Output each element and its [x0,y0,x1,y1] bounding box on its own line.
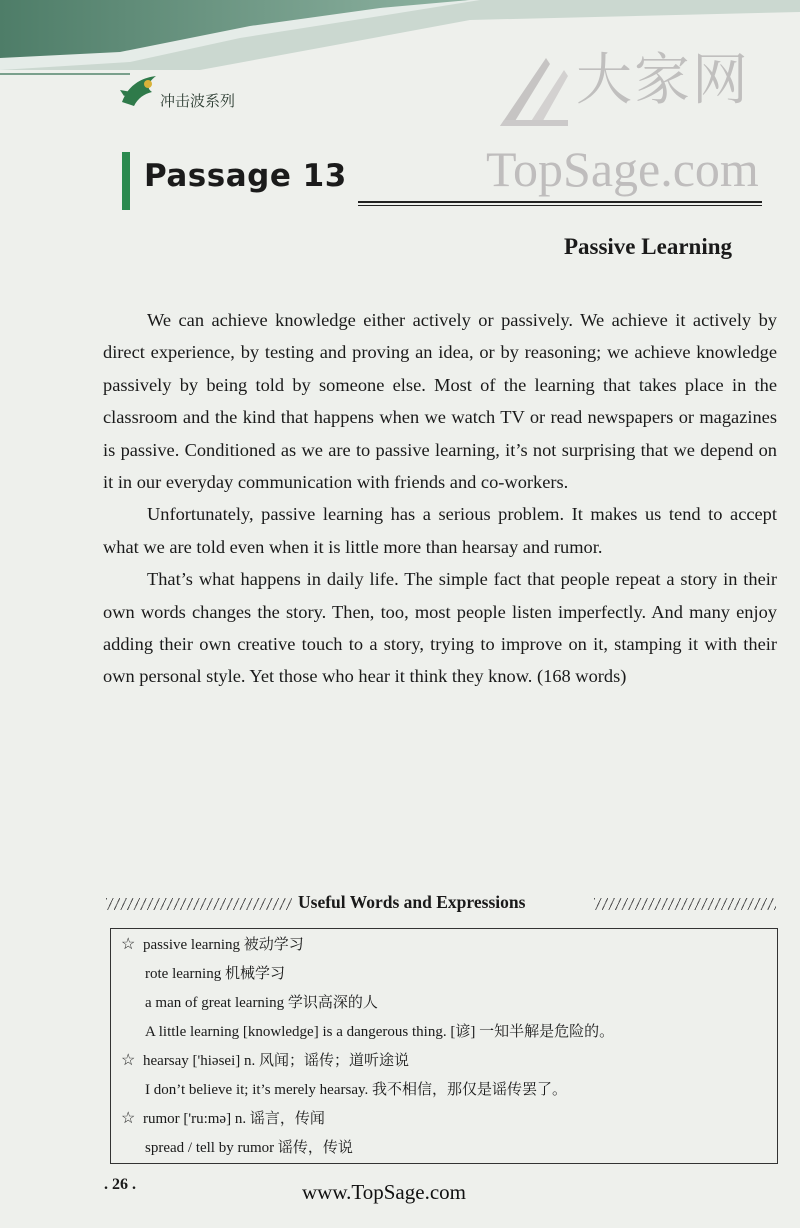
star-icon: ☆ [121,1110,136,1127]
mascot-icon [118,72,162,108]
watermark-en-text: TopSage.com [486,141,759,197]
page-number: . 26 . [104,1176,136,1193]
vocab-entry: spread / tell by rumor 谣传，传说 [145,1140,353,1156]
vocab-entry: ☆ rumor ['ru:mə] n. 谣言，传闻 [121,1110,325,1127]
vocab-entry: A little learning [knowledge] is a dangerous thing. [谚] 一知半解是危险的。 [145,1024,615,1040]
series-label: 冲击波系列 [160,92,236,110]
paragraph-1: We can achieve knowledge either actively or passively. We achieve it actively by direct experience, by testing and proving an idea, or by reasoning; we achieve knowledge passively by being told by someone else. Most of the learning that takes place in the classroom and the kind that happens when we watch TV or read newspapers or magazines is passive. Conditioned as we are to passive learning, it’s not surprising that we depend on it in our everyday communication with friends and co-workers. [103,310,777,493]
passage-rule-thin [358,205,762,206]
passage-title: Passage 13 [144,158,347,194]
article-title: Passive Learning [563,234,732,259]
useful-words-title: Useful Words and Expressions [298,892,526,912]
vocabulary-box [110,928,778,1164]
paragraph-3: That’s what happens in daily life. The simple fact that people repeat a story in their own words changes the story. Then, too, most people listen imperfectly. And many enjoy adding their own creative touch to a story, trying to improve on it, stamping it with their own personal style. Yet those who hear it think they know. (168 words) [103,569,777,687]
hatch-decoration-left [106,898,292,910]
vocab-entry: ☆ passive learning 被动学习 [121,936,304,953]
star-icon: ☆ [121,1052,136,1069]
footer-url[interactable]: www.TopSage.com [302,1180,466,1204]
vocab-entry: a man of great learning 学识高深的人 [145,995,378,1011]
vocab-entry: I don’t believe it; it’s merely hearsay. 我不相信，那仅是谣传罢了。 [145,1082,568,1098]
watermark-cn-text: 大家网 [576,48,750,113]
hatch-decoration-right [594,898,776,910]
paragraph-2: Unfortunately, passive learning has a serious problem. It makes us tend to accept what we are told even when it is little more than hearsay and rumor. [103,504,777,557]
vocab-entry: rote learning 机械学习 [145,966,285,982]
watermark-logo-icon [494,50,574,130]
passage-heading [122,152,762,212]
star-icon: ☆ [121,936,136,953]
useful-words-header [104,890,776,918]
vocab-entry: ☆ hearsay ['hiəsei] n. 风闻；谣传；道听途说 [121,1052,409,1069]
passage-accent-bar [122,152,130,210]
passage-rule [358,201,762,203]
article-body [103,304,777,693]
